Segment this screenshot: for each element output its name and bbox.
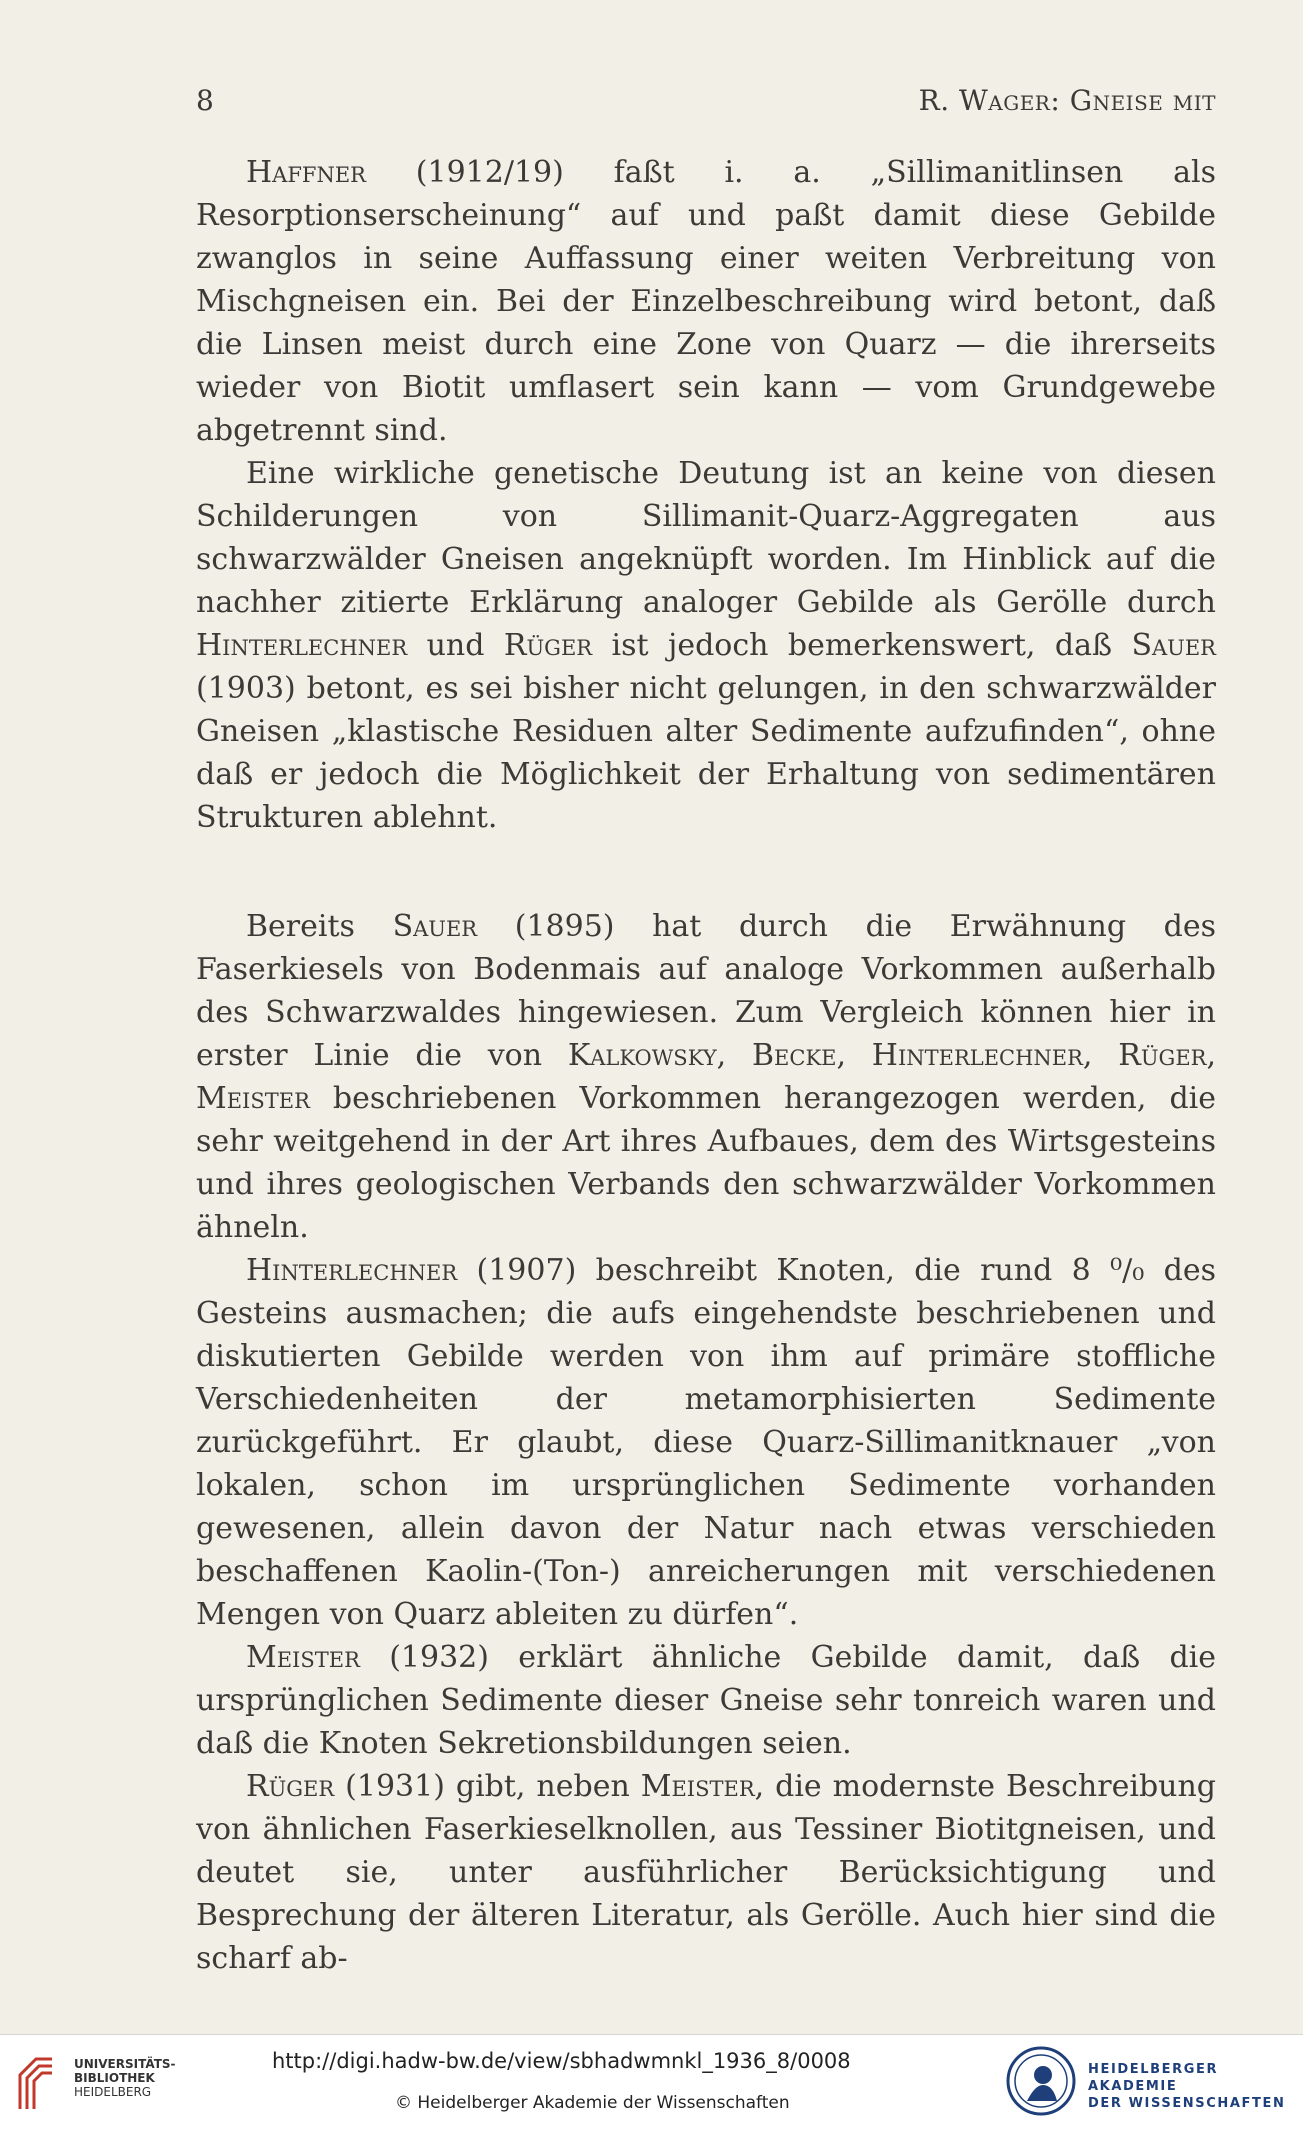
library-line-3: HEIDELBERG bbox=[74, 2085, 152, 2099]
paragraph-text: (1895) hat durch die Erwähnung des Faserkiesels von Bodenmais auf analoge Vorkommen außerhalb des Schwarzwaldes hingewiesen. Zum Vergleich können hier in erster Linie die von bbox=[196, 909, 1216, 1073]
paragraph-6 bbox=[196, 1765, 1216, 1980]
library-line-2: BIBLIOTHEK bbox=[74, 2071, 155, 2085]
paragraph-text: und bbox=[407, 628, 504, 663]
author-name: Sauer bbox=[1131, 628, 1216, 663]
academy-name bbox=[1088, 2061, 1303, 2112]
paragraph-text: , die modernste Beschreibung von ähnlichen Faserkieselknollen, aus Tessiner Biotitgneisen, und deutet sie, unter ausführlicher Berücksichtigung und Besprechung der älteren Literatur, als Gerölle. Auch hier sind die scharf ab- bbox=[196, 1769, 1216, 1976]
paragraph-text: (1931) gibt, neben bbox=[334, 1769, 641, 1804]
paragraph-1 bbox=[196, 151, 1216, 452]
author-name: Haffner bbox=[246, 155, 366, 190]
paragraph-text: Bereits bbox=[246, 909, 393, 944]
paragraph-text: des Gesteins ausmachen; die aufs eingehendste beschriebenen und diskutierten Gebilde werden von ihm auf primäre stoffliche Verschiedenheiten der metamorphisierten Sedimente zurückgeführt. Er glaubt, diese Quarz-Sillimanitknauer „von lokalen, schon im ursprünglichen Sedimente vorhanden gewesenen, allein davon der Natur nach etwas verschieden beschaffenen Kaolin-(Ton-) anreicherungen mit verschiedenen Mengen von Quarz ableiten zu dürfen“. bbox=[196, 1253, 1216, 1632]
page-number: 8 bbox=[196, 84, 214, 117]
ub-heidelberg-logo-icon bbox=[14, 2053, 58, 2113]
author-name: Rüger bbox=[246, 1769, 335, 1804]
author-names: Kalkowsky, Becke, Hinterlechner, Rüger, Meister bbox=[196, 1038, 1216, 1116]
academy-line-1: HEIDELBERGER AKADEMIE bbox=[1088, 2062, 1219, 2094]
paragraph-4 bbox=[196, 1249, 1216, 1636]
page-header bbox=[196, 84, 1216, 128]
library-line-1: UNIVERSITÄTS- bbox=[74, 2057, 176, 2071]
library-name bbox=[74, 2057, 176, 2099]
body-text bbox=[196, 151, 1216, 1980]
author-name: Meister bbox=[640, 1769, 755, 1804]
paragraph-3 bbox=[196, 905, 1216, 1249]
permalink-url[interactable]: http://digi.hadw-bw.de/view/sbhadwmnkl_1936_8/0008 bbox=[272, 2049, 851, 2073]
running-head: R. Wager: Gneise mit bbox=[918, 84, 1216, 117]
paragraph-text: ist jedoch bemerkenswert, daß bbox=[592, 628, 1132, 663]
author-name: Meister bbox=[246, 1640, 360, 1675]
paragraph-5 bbox=[196, 1636, 1216, 1765]
academy-seal-icon bbox=[1005, 2045, 1077, 2117]
paragraph-text: Eine wirkliche genetische Deutung ist an keine von diesen Schilderungen von Sillimanit-Quarz-Aggregaten aus schwarzwälder Gneisen angeknüpft worden. Im Hinblick auf die nachher zitierte Erklärung analoger Gebilde als Gerölle durch bbox=[196, 456, 1216, 620]
copyright-notice: © Heidelberger Akademie der Wissenschaften bbox=[395, 2093, 790, 2113]
footer-bar bbox=[0, 2034, 1303, 2129]
paragraph-2 bbox=[196, 452, 1216, 839]
paragraph-text: (1903) betont, es sei bisher nicht gelungen, in den schwarzwälder Gneisen „klastische Residuen alter Sedimente aufzufinden“, ohne daß er jedoch die Möglichkeit der Erhaltung von sedimentären Strukturen ablehnt. bbox=[196, 671, 1216, 835]
author-name: Hinterlechner bbox=[246, 1253, 458, 1288]
paragraph-text: (1907) beschreibt Knoten, die rund 8 bbox=[457, 1253, 1111, 1288]
paragraph-text: beschriebenen Vorkommen herangezogen werden, die sehr weitgehend in der Art ihres Aufbaues, dem des Wirtsgesteins und ihres geologischen Verbands den schwarzwälder Vorkommen ähneln. bbox=[196, 1081, 1216, 1245]
academy-line-2: DER WISSENSCHAFTEN bbox=[1088, 2096, 1286, 2111]
paragraph-text: (1912/19) faßt i. a. „Sillimanitlinsen als Resorptionserscheinung“ auf und paßt damit diese Gebilde zwanglos in seine Auffassung einer weiten Verbreitung von Mischgneisen ein. Bei der Einzelbeschreibung wird betont, daß die Linsen meist durch eine Zone von Quarz — die ihrerseits wieder von Biotit umflasert sein kann — vom Grundgewebe abgetrennt sind. bbox=[196, 155, 1216, 448]
paragraph-text: (1932) erklärt ähnliche Gebilde damit, daß die ursprünglichen Sedimente dieser Gneise sehr tonreich waren und daß die Knoten Sekretionsbildungen seien. bbox=[196, 1640, 1216, 1761]
author-name: Sauer bbox=[392, 909, 478, 944]
author-name: Hinterlechner bbox=[196, 628, 408, 663]
per-mille-symbol: ⁰/₀ bbox=[1110, 1253, 1145, 1288]
author-name: Rüger bbox=[503, 628, 593, 663]
